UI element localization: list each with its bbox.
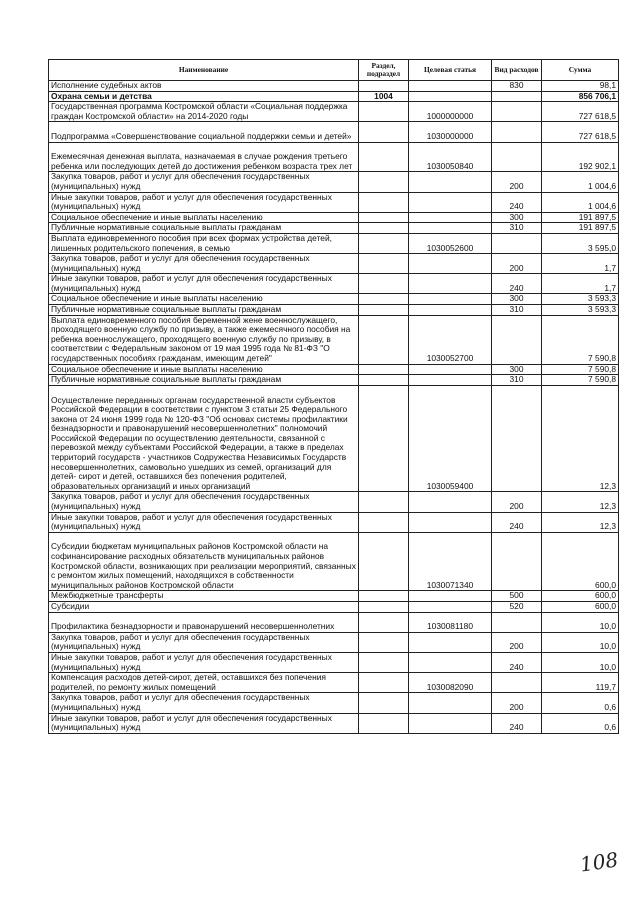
row-target-code bbox=[409, 91, 492, 102]
table-row bbox=[49, 274, 619, 294]
row-target-code bbox=[409, 713, 492, 733]
row-name: Закупка товаров, работ и услуг для обеспечения государственных (муниципальных) нужд bbox=[49, 693, 359, 713]
row-expense-kind: 310 bbox=[492, 375, 542, 386]
row-sum: 1 004,6 bbox=[542, 192, 619, 212]
row-section bbox=[359, 591, 409, 602]
row-section bbox=[359, 172, 409, 192]
table-row bbox=[49, 122, 619, 142]
table-row bbox=[49, 192, 619, 212]
row-sum: 10,0 bbox=[542, 612, 619, 632]
table-row bbox=[49, 673, 619, 693]
row-expense-kind bbox=[492, 532, 542, 591]
table-row bbox=[49, 612, 619, 632]
row-target-code bbox=[409, 632, 492, 652]
row-name: Социальное обеспечение и иные выплаты населению bbox=[49, 294, 359, 305]
row-section bbox=[359, 612, 409, 632]
table-row bbox=[49, 713, 619, 733]
row-expense-kind bbox=[492, 102, 542, 122]
row-name: Осуществление переданных органам государственной власти субъектов Российской Федерации в соответствии с пунктом 3 статьи 25 Федерального закона от 24 июня 1999 года № 120-ФЗ "Об основах системы профилактики безнадзорности и правонарушений несовершеннолетних" полномочий Российской Федерации по осуществлению деятельности, связанной с перевозкой между субъектами Российской Федерации, а также в пределах территорий государств - участников Содружества Независимых Государств несовершеннолетних, самовольно ушедших из семей, организаций для детей- сирот и детей, оставшихся без попечения родителей, образовательных организаций и иных организаций bbox=[49, 385, 359, 492]
table-row bbox=[49, 492, 619, 512]
row-expense-kind: 300 bbox=[492, 294, 542, 305]
row-target-code bbox=[409, 274, 492, 294]
row-expense-kind bbox=[492, 612, 542, 632]
row-section bbox=[359, 673, 409, 693]
row-section bbox=[359, 223, 409, 234]
row-expense-kind: 500 bbox=[492, 591, 542, 602]
row-name: Закупка товаров, работ и услуг для обеспечения государственных (муниципальных) нужд bbox=[49, 172, 359, 192]
row-section bbox=[359, 315, 409, 364]
row-expense-kind bbox=[492, 233, 542, 253]
table-row bbox=[49, 315, 619, 364]
row-section bbox=[359, 632, 409, 652]
row-expense-kind: 240 bbox=[492, 512, 542, 532]
row-target-code bbox=[409, 223, 492, 234]
row-sum: 98,1 bbox=[542, 81, 619, 92]
row-expense-kind: 300 bbox=[492, 364, 542, 375]
budget-table bbox=[48, 59, 619, 734]
row-sum: 856 706,1 bbox=[542, 91, 619, 102]
row-section bbox=[359, 274, 409, 294]
row-sum: 119,7 bbox=[542, 673, 619, 693]
header-name: Наименование bbox=[49, 60, 359, 81]
row-expense-kind: 310 bbox=[492, 223, 542, 234]
header-kind: Вид расходов bbox=[492, 60, 542, 81]
row-expense-kind: 200 bbox=[492, 492, 542, 512]
row-sum: 191 897,5 bbox=[542, 223, 619, 234]
row-target-code bbox=[409, 172, 492, 192]
row-sum: 7 590,8 bbox=[542, 315, 619, 364]
row-name: Выплата единовременного пособия беременной жене военнослужащего, проходящего военную службу по призыву, а также ежемесячного пособия на ребенка военнослужащего, проходящего военную службу по призыву, в соответствии с Федеральным законом от 19 мая 1995 года № 81-ФЗ "О государственных пособиях гражданам, имеющим детей" bbox=[49, 315, 359, 364]
row-sum: 727 618,5 bbox=[542, 122, 619, 142]
row-target-code bbox=[409, 512, 492, 532]
row-sum: 192 902,1 bbox=[542, 142, 619, 172]
row-sum: 600,0 bbox=[542, 532, 619, 591]
row-sum: 1 004,6 bbox=[542, 172, 619, 192]
row-section bbox=[359, 192, 409, 212]
row-expense-kind: 200 bbox=[492, 693, 542, 713]
budget-table-container bbox=[48, 59, 618, 734]
row-target-code: 1030071340 bbox=[409, 532, 492, 591]
row-section bbox=[359, 305, 409, 316]
row-section bbox=[359, 512, 409, 532]
row-expense-kind bbox=[492, 385, 542, 492]
row-section bbox=[359, 122, 409, 142]
row-name: Исполнение судебных актов bbox=[49, 81, 359, 92]
row-target-code: 1030052600 bbox=[409, 233, 492, 253]
table-row bbox=[49, 693, 619, 713]
table-row bbox=[49, 254, 619, 274]
table-row bbox=[49, 102, 619, 122]
row-sum: 7 590,8 bbox=[542, 364, 619, 375]
row-section bbox=[359, 294, 409, 305]
row-name: Социальное обеспечение и иные выплаты населению bbox=[49, 364, 359, 375]
row-name: Иные закупки товаров, работ и услуг для обеспечения государственных (муниципальных) нужд bbox=[49, 652, 359, 672]
row-expense-kind bbox=[492, 142, 542, 172]
table-row bbox=[49, 591, 619, 602]
row-expense-kind: 310 bbox=[492, 305, 542, 316]
row-sum: 0,6 bbox=[542, 713, 619, 733]
page-number: 108 bbox=[578, 847, 620, 877]
row-expense-kind bbox=[492, 122, 542, 142]
row-target-code: 1000000000 bbox=[409, 102, 492, 122]
row-name: Субсидии бюджетам муниципальных районов Костромской области на софинансирование расходных обязательств муниципальных районов Костромской области, возникающих при реализации мероприятий, связанных с ремонтом жилых помещений, находящихся в собственности муниципальных районов Костромской области bbox=[49, 532, 359, 591]
table-row bbox=[49, 652, 619, 672]
row-name: Закупка товаров, работ и услуг для обеспечения государственных (муниципальных) нужд bbox=[49, 632, 359, 652]
header-sum: Сумма bbox=[542, 60, 619, 81]
row-name: Выплата единовременного пособия при всех формах устройства детей, лишенных родительского попечения, в семью bbox=[49, 233, 359, 253]
row-name: Иные закупки товаров, работ и услуг для обеспечения государственных (муниципальных) нужд bbox=[49, 274, 359, 294]
row-target-code bbox=[409, 492, 492, 512]
row-name: Закупка товаров, работ и услуг для обеспечения государственных (муниципальных) нужд bbox=[49, 492, 359, 512]
row-expense-kind: 300 bbox=[492, 212, 542, 223]
row-name: Государственная программа Костромской области «Социальная поддержка граждан Костромской области» на 2014-2020 годы bbox=[49, 102, 359, 122]
table-row bbox=[49, 532, 619, 591]
row-sum: 600,0 bbox=[542, 602, 619, 613]
row-section bbox=[359, 81, 409, 92]
table-row bbox=[49, 172, 619, 192]
row-target-code bbox=[409, 305, 492, 316]
row-sum: 12,3 bbox=[542, 385, 619, 492]
row-sum: 3 593,3 bbox=[542, 294, 619, 305]
row-target-code: 1030000000 bbox=[409, 122, 492, 142]
row-section bbox=[359, 233, 409, 253]
row-section bbox=[359, 693, 409, 713]
row-sum: 3 595,0 bbox=[542, 233, 619, 253]
row-expense-kind: 200 bbox=[492, 254, 542, 274]
table-row bbox=[49, 512, 619, 532]
row-section bbox=[359, 385, 409, 492]
row-section bbox=[359, 532, 409, 591]
row-section bbox=[359, 212, 409, 223]
row-expense-kind: 520 bbox=[492, 602, 542, 613]
row-name: Охрана семьи и детства bbox=[49, 91, 359, 102]
row-name: Субсидии bbox=[49, 602, 359, 613]
row-name: Иные закупки товаров, работ и услуг для обеспечения государственных (муниципальных) нужд bbox=[49, 192, 359, 212]
row-target-code bbox=[409, 81, 492, 92]
row-section bbox=[359, 142, 409, 172]
row-sum: 1,7 bbox=[542, 254, 619, 274]
row-name: Публичные нормативные социальные выплаты гражданам bbox=[49, 223, 359, 234]
row-name: Социальное обеспечение и иные выплаты населению bbox=[49, 212, 359, 223]
table-row bbox=[49, 364, 619, 375]
table-row bbox=[49, 385, 619, 492]
table-row bbox=[49, 81, 619, 92]
table-row bbox=[49, 91, 619, 102]
row-section bbox=[359, 602, 409, 613]
row-expense-kind: 200 bbox=[492, 172, 542, 192]
row-sum: 12,3 bbox=[542, 512, 619, 532]
row-name: Межбюджетные трансферты bbox=[49, 591, 359, 602]
row-expense-kind: 240 bbox=[492, 192, 542, 212]
row-target-code bbox=[409, 212, 492, 223]
row-section bbox=[359, 713, 409, 733]
row-section bbox=[359, 652, 409, 672]
row-sum: 727 618,5 bbox=[542, 102, 619, 122]
row-section bbox=[359, 102, 409, 122]
row-name: Закупка товаров, работ и услуг для обеспечения государственных (муниципальных) нужд bbox=[49, 254, 359, 274]
row-target-code bbox=[409, 375, 492, 386]
row-target-code bbox=[409, 254, 492, 274]
row-target-code: 1030052700 bbox=[409, 315, 492, 364]
row-section bbox=[359, 254, 409, 274]
row-expense-kind: 240 bbox=[492, 713, 542, 733]
row-name: Иные закупки товаров, работ и услуг для обеспечения государственных (муниципальных) нужд bbox=[49, 713, 359, 733]
row-name: Профилактика безнадзорности и правонарушений несовершеннолетних bbox=[49, 612, 359, 632]
table-row bbox=[49, 223, 619, 234]
row-target-code: 1030059400 bbox=[409, 385, 492, 492]
row-sum: 600,0 bbox=[542, 591, 619, 602]
row-sum: 10,0 bbox=[542, 632, 619, 652]
row-name: Подпрограмма «Совершенствование социальной поддержки семьи и детей» bbox=[49, 122, 359, 142]
row-expense-kind: 830 bbox=[492, 81, 542, 92]
table-header-row bbox=[49, 60, 619, 81]
row-sum: 1,7 bbox=[542, 274, 619, 294]
row-sum: 3 593,3 bbox=[542, 305, 619, 316]
row-section: 1004 bbox=[359, 91, 409, 102]
table-row bbox=[49, 142, 619, 172]
table-body bbox=[49, 81, 619, 734]
row-target-code bbox=[409, 591, 492, 602]
row-target-code bbox=[409, 192, 492, 212]
row-sum: 12,3 bbox=[542, 492, 619, 512]
table-row bbox=[49, 212, 619, 223]
row-sum: 7 590,8 bbox=[542, 375, 619, 386]
row-target-code bbox=[409, 294, 492, 305]
row-sum: 191 897,5 bbox=[542, 212, 619, 223]
table-row bbox=[49, 233, 619, 253]
row-sum: 0,6 bbox=[542, 693, 619, 713]
row-section bbox=[359, 492, 409, 512]
row-target-code bbox=[409, 602, 492, 613]
row-target-code: 1030050840 bbox=[409, 142, 492, 172]
header-section: Раздел, подраздел bbox=[359, 60, 409, 81]
row-expense-kind: 200 bbox=[492, 632, 542, 652]
row-expense-kind: 240 bbox=[492, 274, 542, 294]
row-section bbox=[359, 364, 409, 375]
row-target-code bbox=[409, 652, 492, 672]
row-name: Публичные нормативные социальные выплаты гражданам bbox=[49, 375, 359, 386]
row-expense-kind bbox=[492, 673, 542, 693]
row-target-code: 1030081180 bbox=[409, 612, 492, 632]
row-name: Ежемесячная денежная выплата, назначаемая в случае рождения третьего ребенка или последующих детей до достижения ребенком возраста трех лет bbox=[49, 142, 359, 172]
row-target-code: 1030082090 bbox=[409, 673, 492, 693]
row-name: Иные закупки товаров, работ и услуг для обеспечения государственных (муниципальных) нужд bbox=[49, 512, 359, 532]
row-section bbox=[359, 375, 409, 386]
row-target-code bbox=[409, 364, 492, 375]
row-expense-kind bbox=[492, 315, 542, 364]
table-row bbox=[49, 375, 619, 386]
row-sum: 10,0 bbox=[542, 652, 619, 672]
table-row bbox=[49, 294, 619, 305]
row-name: Компенсация расходов детей-сирот, детей, оставшихся без попечения родителей, по ремонту жилых помещений bbox=[49, 673, 359, 693]
row-expense-kind bbox=[492, 91, 542, 102]
row-target-code bbox=[409, 693, 492, 713]
row-name: Публичные нормативные социальные выплаты гражданам bbox=[49, 305, 359, 316]
table-row bbox=[49, 602, 619, 613]
table-row bbox=[49, 305, 619, 316]
table-row bbox=[49, 632, 619, 652]
row-expense-kind: 240 bbox=[492, 652, 542, 672]
header-target: Целевая статья bbox=[409, 60, 492, 81]
